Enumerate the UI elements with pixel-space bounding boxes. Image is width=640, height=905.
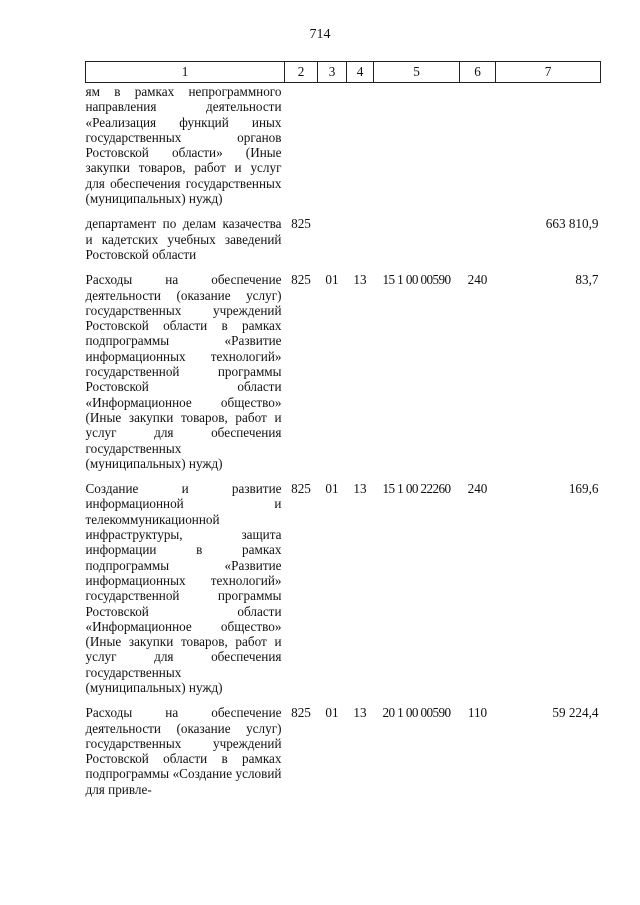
budget-table <box>85 61 601 797</box>
header-cell-2: 2 <box>285 62 318 83</box>
header-cell-1: 1 <box>86 62 285 83</box>
row-expense-type: 110 <box>467 705 488 721</box>
row-section-code <box>318 206 347 262</box>
row-section-code: 01 <box>325 481 339 497</box>
row-description: Создание и развитие информационной и телекоммуникационной инфраструктуры, защита информации в рамках подпрограммы «Развитие информационных технологий» государственной программы Ростовской области «Информационное общество» (Иные закупки товаров, работ и услуг для обеспечения государственных (муниципальных) нужд) <box>85 481 282 695</box>
table-row <box>86 695 601 797</box>
row-amount: 83,7 <box>575 272 599 288</box>
header-cell-6: 6 <box>460 62 496 83</box>
row-subsection-code: 13 <box>353 481 367 497</box>
row-ministry-code: 825 <box>291 705 311 721</box>
header-cell-7: 7 <box>496 62 601 83</box>
row-amount: 59 224,4 <box>552 705 599 721</box>
row-expense-type <box>460 206 496 262</box>
page-number: 714 <box>309 27 331 42</box>
header-cell-5: 5 <box>374 62 460 83</box>
row-subsection-code <box>347 83 374 207</box>
row-subsection-code <box>347 206 374 262</box>
row-section-code: 01 <box>325 705 339 721</box>
row-target-article: 15 1 00 00590 <box>382 272 451 288</box>
header-row <box>86 62 601 83</box>
row-description: ям в рамках непрограммного направления деятельности «Реализация функций иных государственных органов Ростовской области» (Иные закупки товаров, работ и услуг для обеспечения государственных (муниципальных) нужд) <box>85 84 282 207</box>
row-description: Расходы на обеспечение деятельности (оказание услуг) государственных учреждений Ростовской области в рамках подпрограммы «Развитие информационных технологий» государственной программы Ростовской области «Информационное общество» (Иные закупки товаров, работ и услуг для обеспечения государственных (муниципальных) нужд) <box>85 272 282 471</box>
row-ministry-code: 825 <box>291 272 311 288</box>
row-expense-type <box>460 83 496 207</box>
row-subsection-code: 13 <box>353 705 367 721</box>
table-row <box>86 262 601 471</box>
row-ministry-code <box>285 83 318 207</box>
row-amount: 169,6 <box>568 481 599 497</box>
row-amount: 663 810,9 <box>545 216 599 232</box>
row-target-article: 15 1 00 22260 <box>382 481 451 497</box>
row-target-article: 20 1 00 00590 <box>382 705 451 721</box>
table-row <box>86 206 601 262</box>
row-target-article <box>374 83 460 207</box>
row-ministry-code: 825 <box>291 481 311 497</box>
row-target-article <box>374 206 460 262</box>
row-ministry-code: 825 <box>291 216 311 232</box>
table-row <box>86 471 601 695</box>
row-amount <box>496 83 601 207</box>
row-expense-type: 240 <box>467 272 488 288</box>
row-section-code: 01 <box>325 272 339 288</box>
table-row <box>86 83 601 207</box>
row-description: департамент по делам казачества и кадетских учебных заведений Ростовской области <box>85 216 282 262</box>
header-cell-3: 3 <box>318 62 347 83</box>
row-section-code <box>318 83 347 207</box>
row-subsection-code: 13 <box>353 272 367 288</box>
header-cell-4: 4 <box>347 62 374 83</box>
row-description: Расходы на обеспечение деятельности (оказание услуг) государственных учреждений Ростовской области в рамках подпрограммы «Создание условий для привле- <box>85 705 282 797</box>
row-expense-type: 240 <box>467 481 488 497</box>
